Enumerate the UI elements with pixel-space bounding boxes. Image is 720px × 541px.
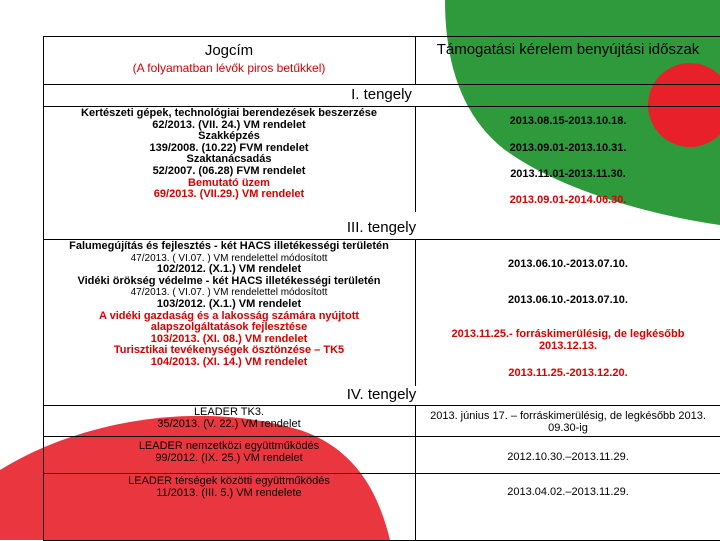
leader-row-3-left: [43, 476, 415, 499]
row-text: Kertészeti gépek, technológiai berendezések beszerzése: [81, 107, 377, 119]
row-text: LEADER TK3.: [193, 406, 265, 418]
row-text: 104/2013. (XI. 14.) VM rendelet: [150, 355, 308, 368]
date-text: 2013.11.25.- forráskimerülésig, de legkésőbb 2013.12.13.: [451, 328, 685, 352]
date-text: 2013. június 17. – forráskimerülésig, de legkésőbb 2013. 09.30-ig: [430, 410, 706, 434]
header-left: [43, 42, 415, 76]
date-text: 2013.11.01-2013.11.30.: [510, 168, 626, 180]
date-text: 2012.10.30.–2013.11.29.: [507, 451, 629, 463]
section-i-left: [43, 108, 415, 201]
row-text: 52/2007. (06.28) FVM rendelet: [152, 164, 306, 177]
date-text: 2013.04.02.–2013.11.29.: [507, 486, 629, 498]
date-text: 2013.06.10.-2013.07.10.: [508, 294, 628, 306]
section-title-i: I. tengely: [351, 86, 412, 103]
row-text: Turisztikai tevékenységek ösztönzése – TK5: [113, 344, 345, 357]
row-text: Bemutató üzem: [188, 176, 270, 189]
row-text: 69/2013. (VII.29.) VM rendelet: [153, 188, 305, 201]
row-text: Vidéki örökség védelme - két HACS illetékességi területén: [77, 274, 381, 287]
row-text: 139/2008. (10.22) FVM rendelet: [149, 141, 309, 154]
section-title-iii: III. tengely: [346, 219, 417, 236]
row-text: 62/2013. (VII. 24.) VM rendelet: [152, 118, 306, 131]
leader-row-2-left: [43, 441, 415, 464]
row-text: LEADER térségek közötti együttműködés: [128, 475, 330, 487]
section-title-iv: IV. tengely: [346, 386, 417, 403]
funding-table: [43, 36, 720, 540]
row-text: 103/2012. (X.1.) VM rendelet: [156, 297, 302, 310]
row-text: 11/2013. (III. 5.) VM rendelete: [156, 486, 302, 499]
header-row: [43, 36, 720, 84]
header-right-title: Támogatási kérelem benyújtási időszak: [436, 41, 700, 58]
row-text: Szaktanácsadás: [186, 153, 272, 166]
row-text: Szakképzés: [198, 130, 260, 143]
row-text: 47/2013. ( VI.07. ) VM rendelettel módosított: [130, 252, 328, 264]
date-text: 2013.09.01-2014.06.30.: [509, 194, 627, 206]
row-text: 47/2013. ( VI.07. ) VM rendelettel módosított: [130, 287, 328, 299]
header-left-subtitle: (A folyamatban lévők piros betűkkel): [132, 61, 326, 75]
row-text: LEADER nemzetközi együttműködés: [138, 440, 320, 452]
row-text: 103/2013. (XI. 08.) VM rendelet: [150, 332, 308, 345]
row-text: A vidéki gazdaság és a lakosság számára nyújtott alapszolgáltatások fejlesztése: [98, 309, 360, 334]
section-iii-left: [43, 241, 415, 369]
leader-row-1-left: [43, 407, 415, 430]
date-text: 2013.11.25.-2013.12.20.: [508, 367, 628, 379]
date-text: 2013.09.01-2013.10.31.: [509, 142, 627, 154]
row-text: 35/2013. (V. 22.) VM rendelet: [157, 417, 301, 430]
date-text: 2013.08.15-2013.10.18.: [509, 115, 627, 127]
header-left-title: Jogcím: [204, 42, 254, 59]
date-text: 2013.06.10.-2013.07.10.: [508, 258, 628, 270]
row-text: Falumegújítás és fejlesztés - két HACS illetékességi területén: [69, 240, 389, 252]
row-text: 102/2012. (X.1.) VM rendelet: [156, 263, 302, 276]
row-text: 99/2012. (IX. 25.) VM rendelet: [155, 451, 303, 464]
